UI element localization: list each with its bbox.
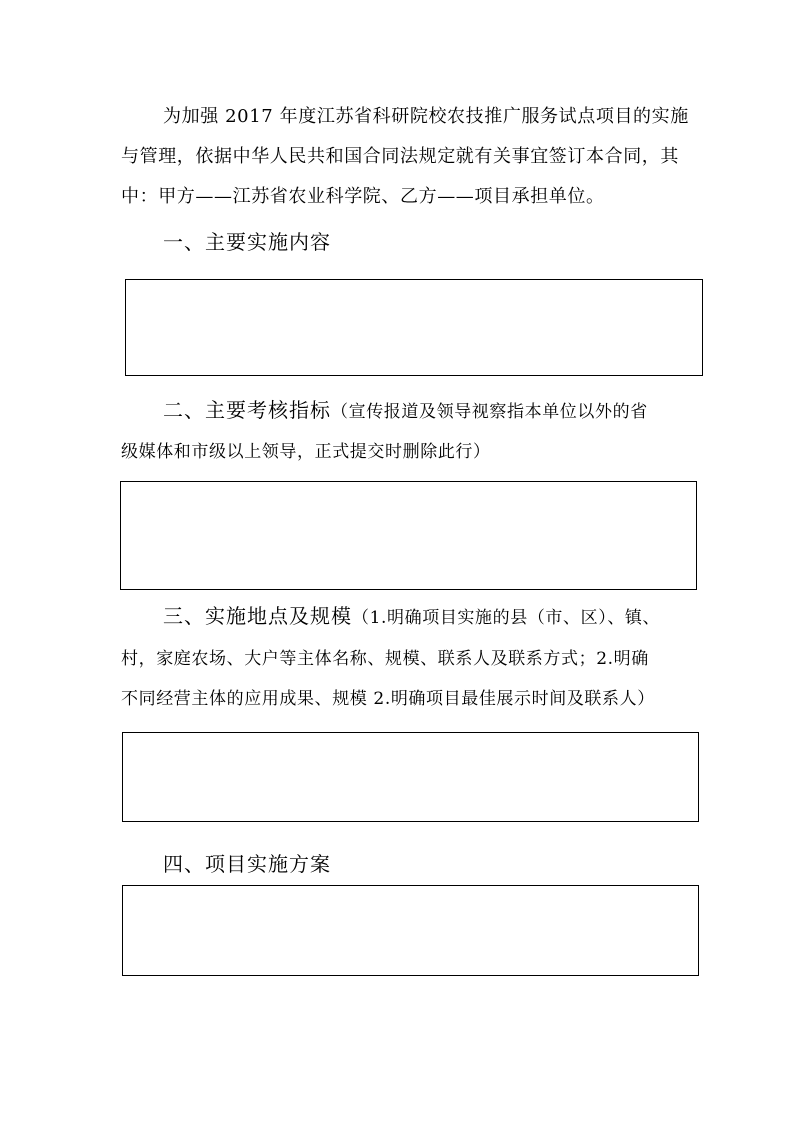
section-2-content-box[interactable] (120, 481, 697, 590)
section-1-title: 一、主要实施内容 (163, 230, 331, 254)
section-2-title: 二、主要考核指标 (163, 398, 331, 422)
section-3-heading (163, 604, 660, 630)
section-3-note-line-2: 村，家庭农场、大户等主体名称、规模、联系人及联系方式；2.明确 (121, 649, 649, 669)
section-3-note-line-3: 不同经营主体的应用成果、规模 2.明确项目最佳展示时间及联系人） (121, 689, 655, 709)
section-1-heading (163, 230, 331, 254)
section-4-heading (163, 852, 331, 876)
intro-line-3: 中：甲方——江苏省农业科学院、乙方——项目承担单位。 (121, 186, 605, 207)
section-4-title: 四、项目实施方案 (163, 852, 331, 876)
intro-line-1: 为加强 2017 年度江苏省科研院校农技推广服务试点项目的实施 (163, 106, 689, 127)
section-2-heading (163, 398, 648, 424)
section-3-note-line-1: （1.明确项目实施的县（市、区）、镇、 (352, 608, 661, 628)
section-2-note-line-1: （宣传报道及领导视察指本单位以外的省 (331, 402, 648, 422)
section-4-content-box[interactable] (122, 885, 699, 976)
section-1-content-box[interactable] (125, 279, 703, 376)
intro-line-2: 与管理，依据中华人民共和国合同法规定就有关事宜签订本合同，其 (121, 146, 679, 167)
section-3-title: 三、实施地点及规模 (163, 604, 352, 628)
section-2-note-line-2: 级媒体和市级以上领导，正式提交时删除此行） (121, 442, 491, 462)
section-3-content-box[interactable] (122, 732, 699, 822)
